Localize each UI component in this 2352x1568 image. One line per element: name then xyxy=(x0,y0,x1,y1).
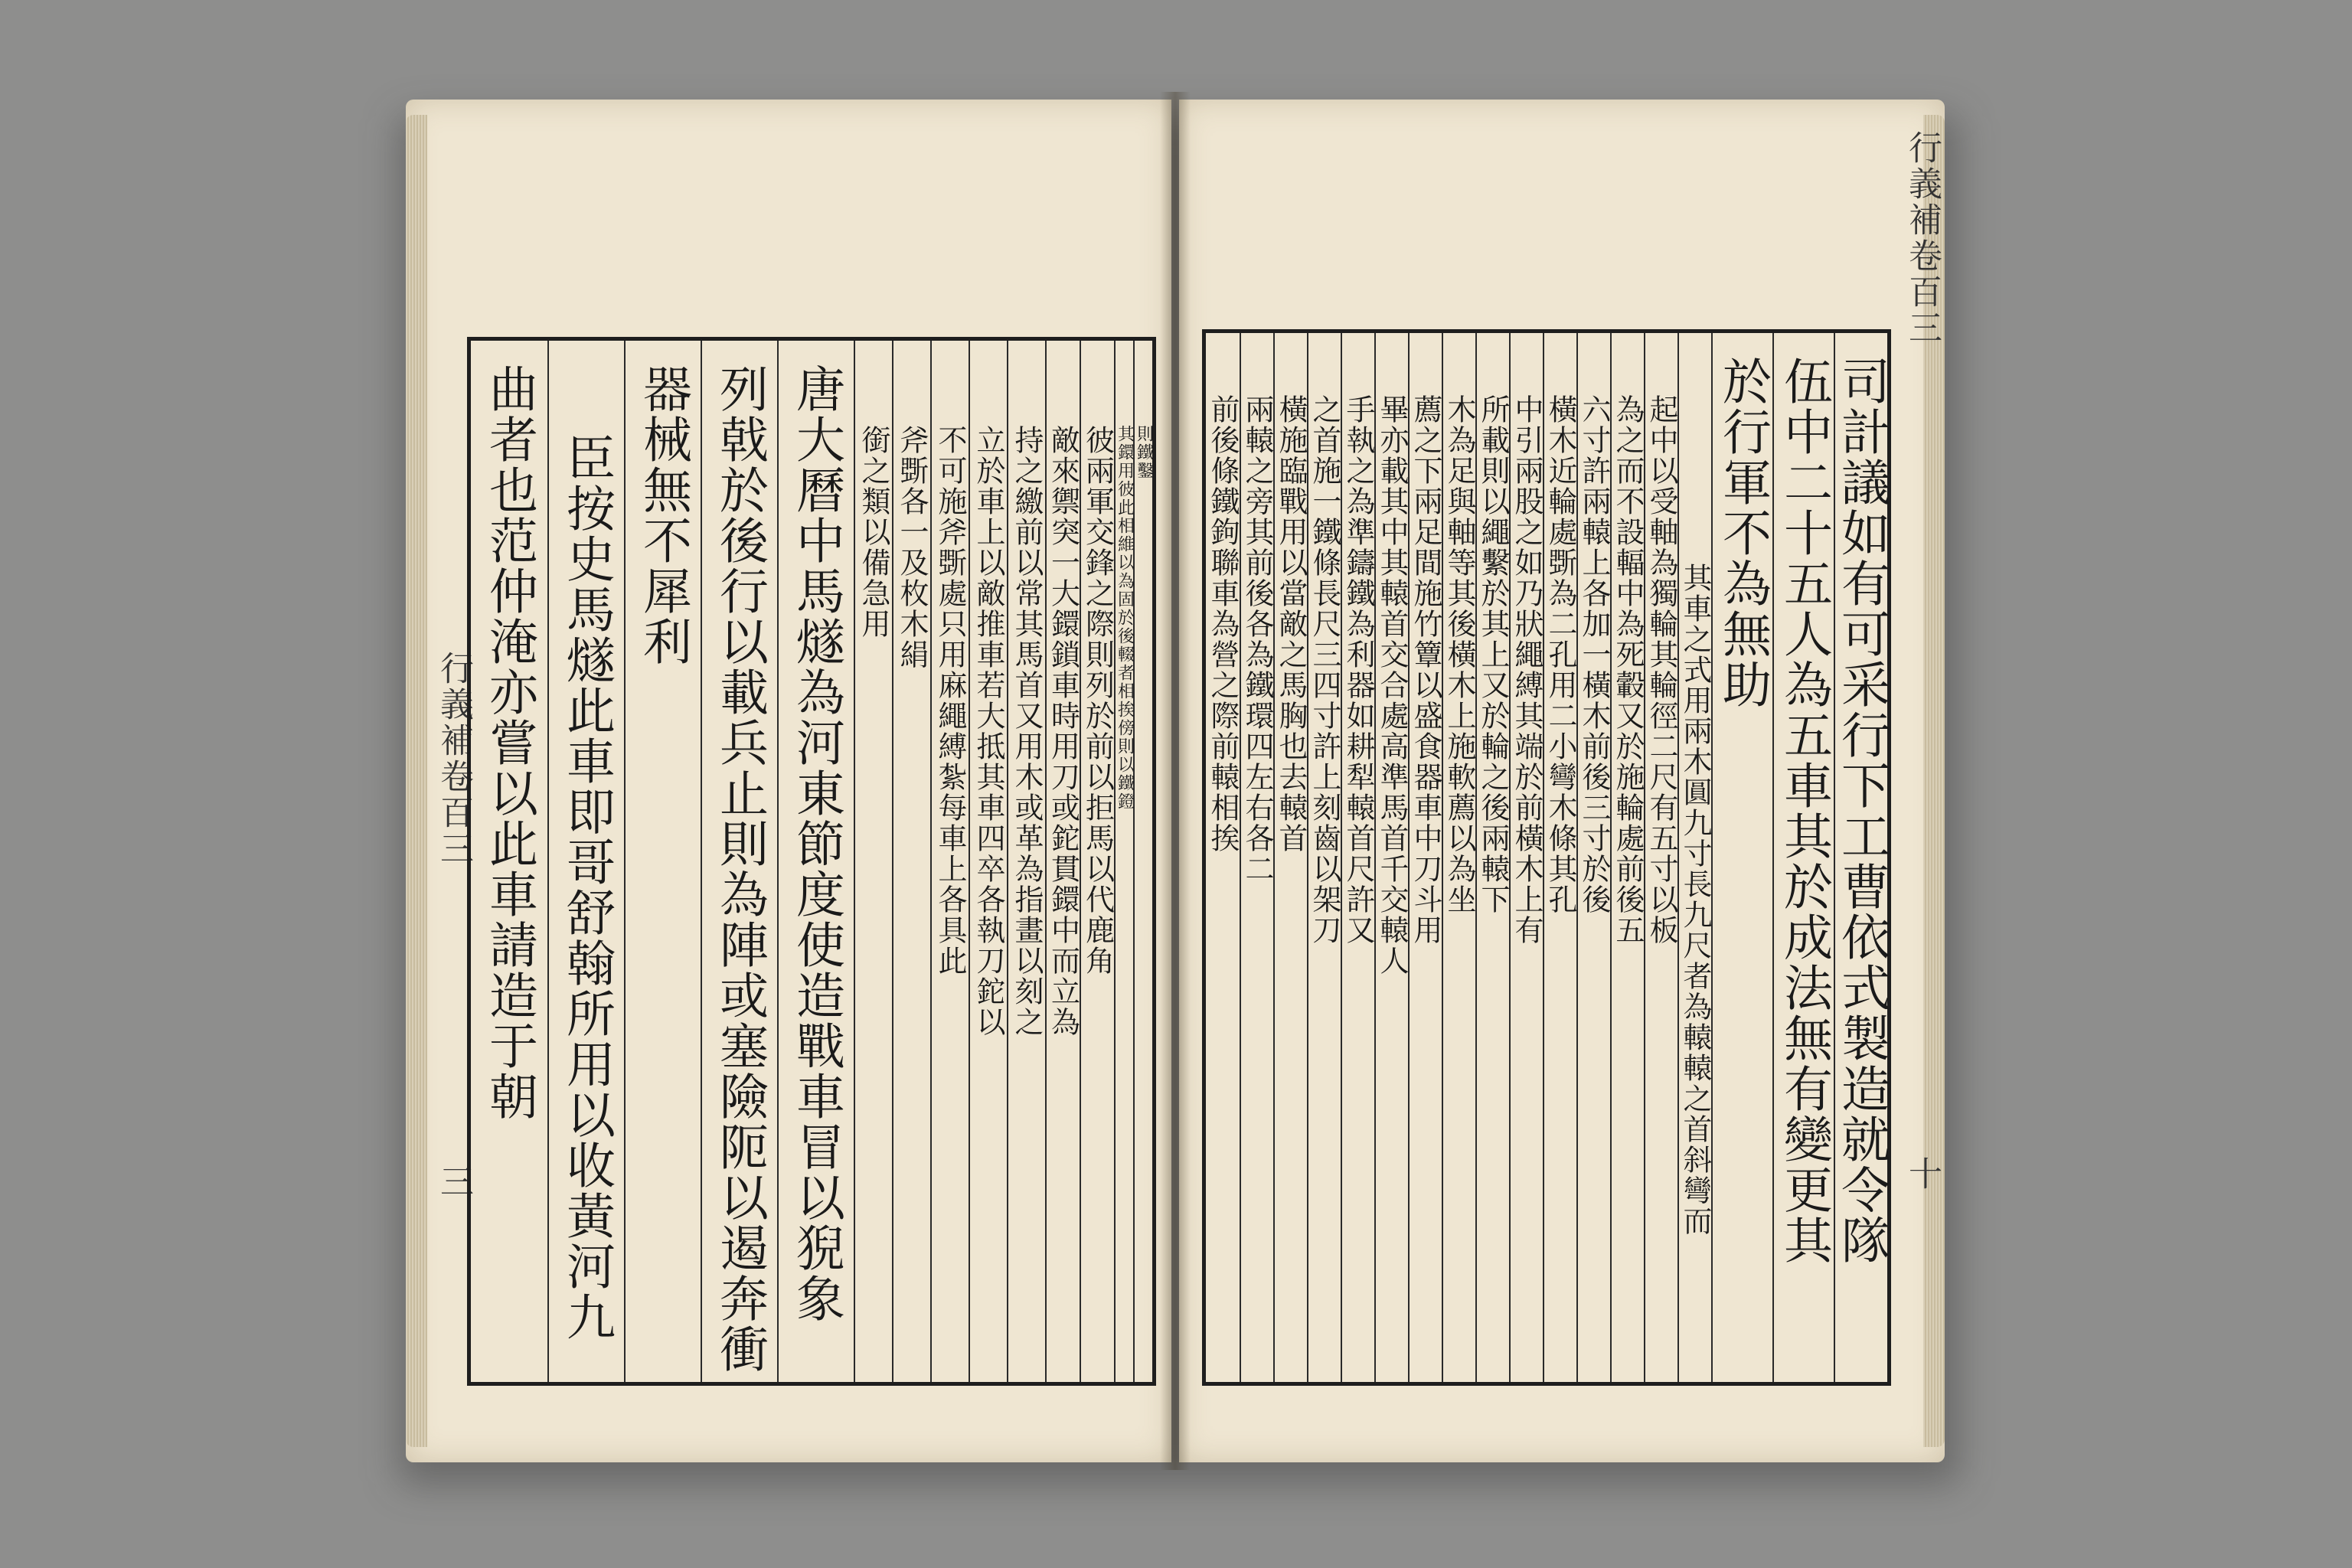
small-text-1: 則鐵鑿 xyxy=(1134,425,1154,480)
note-column-1 xyxy=(547,341,624,1382)
r-small-column-12 xyxy=(1307,333,1341,1382)
r-main-text-3: 於行軍不為無助 xyxy=(1714,356,1771,710)
small-column-7 xyxy=(930,341,969,1382)
r-small-text-9: 薦之下兩足間施竹簟以盛食器車中刀斗用 xyxy=(1409,394,1442,946)
small-column-9 xyxy=(854,341,892,1382)
left-page-edges xyxy=(406,115,427,1447)
r-small-text-15: 前後條鐵鉤聯車為營之際前轅相挨 xyxy=(1206,394,1240,854)
main-text-1: 唐大曆中馬燧為河東節度使造戰車冒以猊象 xyxy=(788,364,844,1324)
r-small-column-8 xyxy=(1442,333,1475,1382)
small-column-3 xyxy=(1080,341,1114,1382)
small-column-2 xyxy=(1114,341,1133,1382)
note-text-1: 臣按史馬燧此車即哥舒翰所用以收黃河九 xyxy=(558,433,615,1342)
r-small-text-10: 畢亦載其中其轅首交合處高準馬首千交轅人 xyxy=(1375,394,1409,976)
note-text-2: 曲者也范仲淹亦嘗以此車請造于朝 xyxy=(481,364,537,1122)
right-margin-page-number: 十 xyxy=(1903,1156,1942,1192)
r-small-column-3 xyxy=(1610,333,1644,1382)
r-small-text-13: 橫施臨戰用以當敵之馬胸也去轅首 xyxy=(1274,394,1308,854)
r-small-text-11: 手執之為準鑄鐵為利器如耕犁轅首尺許又 xyxy=(1341,394,1375,946)
r-small-text-4: 六寸許兩轅上各加一橫木前後三寸於後 xyxy=(1577,394,1611,915)
r-small-column-4 xyxy=(1576,333,1610,1382)
r-small-column-9 xyxy=(1408,333,1442,1382)
small-column-5 xyxy=(1007,341,1045,1382)
note-column-2 xyxy=(471,341,547,1382)
left-page xyxy=(406,100,1171,1462)
r-small-text-12: 之首施一鐵條長尺三四寸許上刻齒以架刀 xyxy=(1308,394,1341,946)
main-text-3: 器械無不犀利 xyxy=(635,364,691,667)
r-small-text-8: 木為足與軸等其後橫木上施軟薦以為坐 xyxy=(1442,394,1476,915)
r-small-text-7: 所載則以繩繫於其上又於輪之後兩轅下 xyxy=(1476,394,1510,915)
r-small-text-6: 中引兩股之如乃狀繩縛其端於前橫木上有 xyxy=(1510,394,1544,946)
r-small-text-2: 起中以受軸為獨輪其輪徑二尺有五寸以板 xyxy=(1645,394,1678,946)
r-small-text-1: 其車之式用兩木圓九寸長九尺者為轅轅之首斜彎而 xyxy=(1678,563,1712,1236)
r-main-text-2: 伍中二十五人為五車其於成法無有變更其 xyxy=(1775,356,1832,1266)
left-margin-page-number: 三 xyxy=(434,1164,473,1200)
r-small-column-2 xyxy=(1644,333,1677,1382)
left-text-frame xyxy=(467,337,1156,1386)
small-text-9: 銜之類以備急用 xyxy=(857,425,890,639)
small-text-2: 其鐶用彼此相維以為固於後輟者相挨傍則以鐵鐙 xyxy=(1115,425,1135,811)
book-gutter xyxy=(1160,92,1191,1470)
right-page xyxy=(1179,100,1945,1462)
r-main-text-1: 司計議如有可采行下工曹依式製造就令隊 xyxy=(1833,356,1890,1266)
r-small-column-14 xyxy=(1240,333,1273,1382)
r-small-text-5: 橫木近輪處斲為二孔用二小彎木條其孔 xyxy=(1544,394,1577,915)
main-column-2 xyxy=(701,341,777,1382)
small-text-4: 敵來禦突一大鐶鎖車時用刀或鉈貫鐶中而立為 xyxy=(1046,425,1080,1037)
small-column-6 xyxy=(969,341,1007,1382)
r-main-column-3 xyxy=(1711,333,1772,1382)
right-text-frame xyxy=(1202,329,1891,1386)
r-main-column-2 xyxy=(1772,333,1834,1382)
r-small-column-5 xyxy=(1543,333,1576,1382)
r-small-column-15 xyxy=(1206,333,1240,1382)
main-column-1 xyxy=(777,341,854,1382)
r-small-text-14: 兩轅之旁其前後各為鐵環四左右各二 xyxy=(1240,394,1274,884)
open-book xyxy=(406,92,1945,1470)
r-small-column-1 xyxy=(1677,333,1711,1382)
r-main-column-1 xyxy=(1833,333,1890,1382)
small-text-5: 持之繳前以常其馬首又用木或革為指畫以刻之 xyxy=(1010,425,1044,1037)
small-column-8 xyxy=(892,341,930,1382)
r-small-column-13 xyxy=(1273,333,1307,1382)
main-text-2: 列戟於後行以載兵止則為陣或塞險阨以遏奔衝 xyxy=(711,364,768,1374)
r-small-column-10 xyxy=(1374,333,1408,1382)
small-text-7: 不可施斧斲處只用麻繩縛紮每車上各具此 xyxy=(933,425,967,976)
small-column-1 xyxy=(1133,341,1152,1382)
small-text-3: 彼兩軍交鋒之際則列於前以拒馬以代鹿角 xyxy=(1080,425,1115,976)
r-small-column-7 xyxy=(1475,333,1509,1382)
r-small-column-11 xyxy=(1341,333,1374,1382)
left-margin-title: 行義補卷百三 xyxy=(434,651,473,867)
small-text-8: 斧斲各一及枚木絹 xyxy=(895,425,929,670)
r-small-text-3: 為之而不設輻中為死轂又於施輪處前後五 xyxy=(1611,394,1645,946)
right-margin-title: 行義補卷百三 xyxy=(1903,130,1942,346)
main-column-3 xyxy=(624,341,701,1382)
r-small-column-6 xyxy=(1509,333,1543,1382)
small-text-6: 立於車上以敵推車若大抵其車四卒各執刀鉈以 xyxy=(972,425,1005,1037)
small-column-4 xyxy=(1045,341,1080,1382)
